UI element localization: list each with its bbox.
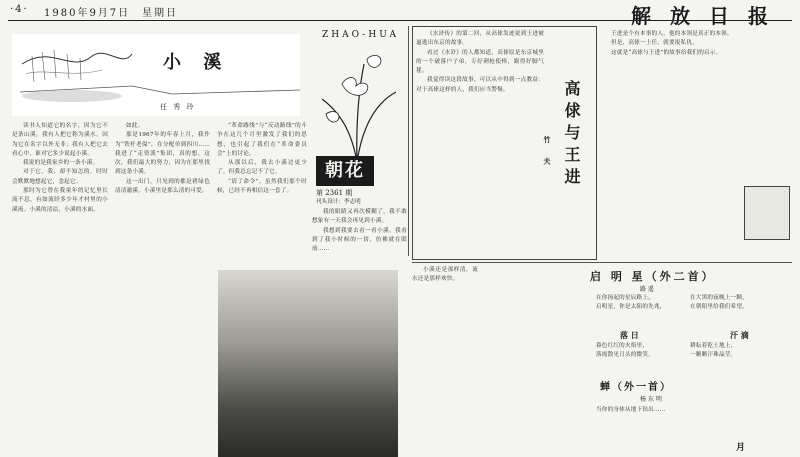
orchid-illustration bbox=[312, 44, 402, 164]
paragraph: 这就是“高俅与王进”的故事给我们的启示。 bbox=[611, 49, 722, 56]
poem-author-2: 杨 东 明 bbox=[640, 396, 662, 403]
paragraph: 那时为它曾在我童年的记忆里长流不息，有如流经多少年才村里的小溪流。小溪的清凉，小溪的水面。 bbox=[12, 188, 108, 213]
paragraph: 读书人知道它的名字，因为它不是条山溪，我有人把它称为溪水。因为它在名字以外无非；我有人把它去看心中，谁对它多少说起小溪。 bbox=[12, 123, 108, 157]
story2-title: 高俅与王进 bbox=[562, 80, 581, 190]
story2-column-1 bbox=[416, 30, 544, 252]
masthead-title: 朝花 bbox=[316, 156, 374, 186]
poem-line: 一颗颗汗珠晶莹。 bbox=[690, 352, 737, 359]
poem-subtitle-2: 汗 滴 bbox=[730, 330, 749, 340]
story1-title: 小 溪 bbox=[163, 52, 230, 73]
poem-title: 启 明 星（外二首） bbox=[590, 270, 716, 283]
poem-lines-sub1 bbox=[596, 342, 686, 364]
paragraph: 这一出门，只见到的都是碧绿色清清澈溪，小溪里是那么清的可爱。 bbox=[115, 178, 210, 195]
poem-author: 路 遥 bbox=[640, 286, 654, 293]
paragraph: “革命路线”与“反动路线”的斗争在这几个月里激发了我们的思想，也引起了我们在“革命委员会”上的讨论。 bbox=[217, 123, 307, 157]
masthead-editor: 刊头设计：李志明 bbox=[316, 199, 361, 205]
masthead-tag: ZHAO-HUA bbox=[322, 30, 400, 40]
story1-title-art bbox=[12, 34, 300, 116]
paragraph: 对于它，我，却不知怎的，时时会默默地想起它，念起它。 bbox=[12, 169, 108, 185]
decorative-emblem bbox=[744, 186, 790, 240]
paragraph: 我想到我要去看一看小溪，我看到了我小时候的一切，仿佛就在眼前…… bbox=[312, 227, 407, 253]
poem-line: 当你的身体从地下钻出…… bbox=[596, 407, 666, 413]
paragraph: 但是，高俅一上任，就要报私仇。 bbox=[611, 40, 698, 47]
paragraph: 从那以后，我去小溪边更少了。但我总忘记不了它。 bbox=[217, 160, 307, 176]
story1-author: 任 秀 玲 bbox=[160, 103, 196, 111]
mountain-landscape-image bbox=[218, 270, 398, 457]
poem-subtitle-3: 蝉（外一首） bbox=[600, 382, 672, 393]
poem-line: 耕耘着乾土地上， bbox=[690, 343, 737, 349]
column-divider bbox=[408, 26, 409, 256]
newspaper-name: 解 放 日 报 bbox=[631, 4, 774, 28]
paragraph: “请了命令”。虽然我们那个时候，已经不再相信这一套了。 bbox=[217, 178, 307, 195]
poem-lines-right bbox=[690, 294, 790, 326]
poem-line: 暮色红红的火焰里， bbox=[596, 343, 649, 349]
story1-column-2 bbox=[115, 122, 210, 452]
poem-lines-sub3 bbox=[596, 406, 696, 436]
zhaohua-masthead bbox=[312, 26, 402, 197]
poem-line: 落霞散见日头的微笑。 bbox=[596, 352, 654, 359]
poem-line: 启明星，你是太阳的先兆， bbox=[596, 304, 666, 311]
issue-date: 1980年9月7日 bbox=[44, 8, 131, 19]
paragraph: 《水浒传》的第二回，从高俅发迹说到王进被逼逃出东京的故事。 bbox=[416, 31, 544, 47]
poem-line: 在朝阳里给我们希望。 bbox=[690, 304, 748, 311]
paragraph: 我说的是我家乡的一条小溪。 bbox=[23, 160, 99, 167]
paragraph: 王进是个有本事的人，他的本领是真正的本领。 bbox=[611, 31, 733, 37]
paragraph: 我的眼睛又再次模糊了，我不敢想象有一天我会再见到小溪。 bbox=[312, 209, 407, 225]
story2-author: 竹 夫 bbox=[543, 136, 552, 171]
story1-column-1 bbox=[12, 122, 108, 452]
poem-subtitle-1: 落 日 bbox=[620, 330, 639, 340]
paragraph: 如此。 bbox=[126, 123, 144, 129]
header-rule bbox=[8, 20, 792, 21]
poem-lines-sub2 bbox=[690, 342, 790, 364]
poem-subtitle-4: 月 bbox=[736, 443, 746, 453]
poem-line: 在大黑的夜晚上一颗， bbox=[690, 295, 748, 301]
paragraph: 我觉得读这段故事，可以从中得到一点教益：对于高俅这样的人，我们应当警惕。 bbox=[416, 77, 544, 93]
story3-column bbox=[412, 266, 478, 454]
paragraph: 小溪还是那样清，流水还是那样欢快。 bbox=[412, 267, 478, 283]
paragraph: 看过《水浒》的人都知道，高俅原是东京城里的一个破落户子弟，专好刺枪使棒，踢得好脚气毬。 bbox=[416, 49, 544, 75]
weekday: 星期日 bbox=[142, 8, 178, 19]
page-number: ·4· bbox=[10, 4, 29, 15]
poem-line: 在你扬起的星辰路上， bbox=[596, 295, 654, 301]
willow-landscape-illustration bbox=[12, 34, 300, 116]
poem-lines-left bbox=[596, 294, 686, 326]
masthead-issue: 第 2361 期 bbox=[316, 189, 353, 197]
section-rule bbox=[412, 262, 792, 263]
paragraph: 那是1967年的年春上月，我作为“铁杆老保”，在分配单到四川……我进了“走资派”集团，真的想，这次，我们最大的努力，因为在那里找到这条小溪。 bbox=[115, 132, 210, 176]
